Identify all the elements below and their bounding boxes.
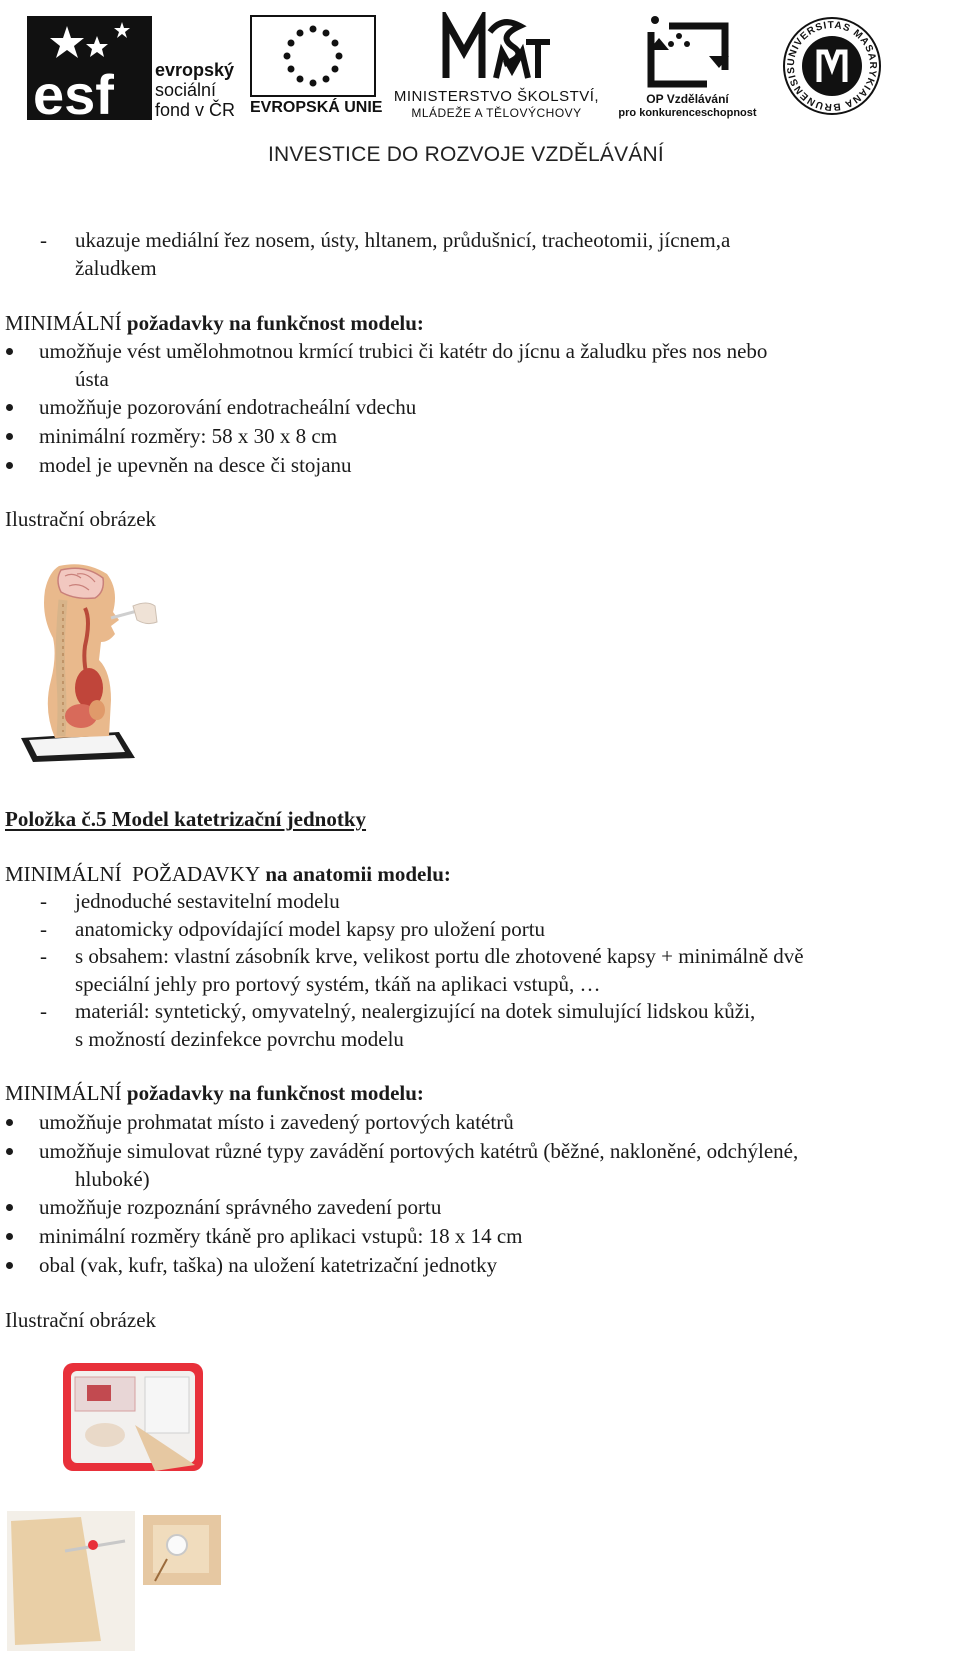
dash-marker: - bbox=[40, 944, 47, 968]
s1-bullet-item bbox=[0, 337, 960, 393]
s1-dash-line2: žaludkem bbox=[75, 256, 157, 280]
s1-func-heading bbox=[5, 309, 424, 337]
mu-ring-text: UNIVERSITAS MASARYKIANA BRUNENSIS bbox=[785, 19, 879, 113]
anatomy-model-icon bbox=[15, 560, 165, 770]
item5-dash-3-line1: s obsahem: vlastní zásobník krve, velikost portu dle zhotovené kapsy + minimálně dvě bbox=[75, 944, 804, 968]
msmt-logo bbox=[384, 12, 609, 122]
esf-line3: fond v ČR bbox=[155, 100, 236, 120]
s1-bullet-item bbox=[0, 393, 960, 421]
item5-dash-2: anatomicky odpovídající model kapsy pro uložení portu bbox=[75, 917, 546, 941]
op-logo bbox=[615, 14, 760, 122]
item5-anat-heading-prefix: MINIMÁLNÍ POŽADAVKY bbox=[5, 862, 261, 886]
item5-anat-heading bbox=[5, 860, 451, 888]
s1-bullet-4: model je upevněn na desce či stojanu bbox=[39, 453, 352, 477]
s1-illustration-label: Ilustrační obrázek bbox=[5, 507, 157, 531]
item5-dash-item bbox=[0, 887, 960, 915]
item5-dash-item bbox=[0, 915, 960, 943]
anatomy-model-image bbox=[15, 560, 165, 770]
op-line1: OP Vzdělávání bbox=[646, 92, 729, 106]
op-line2: pro konkurenceschopnost bbox=[618, 107, 757, 119]
bullet-marker bbox=[6, 404, 13, 411]
dash-marker: - bbox=[40, 999, 47, 1023]
s1-bullet-1-line2: ústa bbox=[75, 367, 109, 391]
mu-seal bbox=[782, 16, 882, 116]
s1-bullet-1-line1: umožňuje vést umělohmotnou krmící trubici či katétr do jícnu a žaludku přes nos nebo bbox=[39, 339, 768, 363]
item5-illustration-label: Ilustrační obrázek bbox=[5, 1308, 157, 1332]
msmt-line1: MINISTERSTVO ŠKOLSTVÍ, bbox=[393, 88, 600, 105]
item5-title: Položka č.5 Model katetrizační jednotky bbox=[5, 807, 367, 831]
esf-line2: sociální bbox=[155, 80, 217, 100]
bullet-marker bbox=[6, 348, 13, 355]
header-logos bbox=[0, 0, 960, 185]
bullet-marker bbox=[6, 1148, 13, 1155]
s1-bullet-2: umožňuje pozorování endotracheální vdechu bbox=[39, 395, 417, 419]
eu-flag-icon bbox=[250, 15, 376, 97]
s1-bullet-3: minimální rozměry: 58 x 30 x 8 cm bbox=[39, 424, 338, 448]
op-emblem-icon bbox=[643, 14, 733, 88]
esf-line1: evropský bbox=[155, 60, 235, 80]
bullet-marker bbox=[6, 1204, 13, 1211]
s1-bullet-item bbox=[0, 451, 960, 479]
item5-bullet-item bbox=[0, 1108, 960, 1136]
msmt-emblem-icon bbox=[442, 12, 552, 82]
catheter-kit-icon bbox=[5, 1355, 235, 1655]
dash-marker: - bbox=[40, 917, 47, 941]
eu-logo bbox=[250, 15, 383, 119]
s1-bullet-item bbox=[0, 422, 960, 450]
s1-func-heading-rest: požadavky na funkčnost modelu: bbox=[121, 311, 424, 335]
item5-dash-1: jednoduché sestavitelní modelu bbox=[75, 889, 340, 913]
item5-bullet-1: umožňuje prohmatat místo i zavedený portových katétrů bbox=[39, 1110, 514, 1134]
item5-bullet-item bbox=[0, 1222, 960, 1250]
item5-dash-4-line2: s možností dezinfekce povrchu modelu bbox=[75, 1027, 404, 1051]
bullet-marker bbox=[6, 462, 13, 469]
svg-text:esf: esf bbox=[33, 63, 114, 120]
item5-func-heading-prefix: MINIMÁLNÍ bbox=[5, 1081, 122, 1105]
bullet-marker bbox=[6, 1233, 13, 1240]
item5-bullet-item bbox=[0, 1137, 960, 1193]
item5-bullet-2-line1: umožňuje simulovat různé typy zavádění portových katétrů (běžné, nakloněné, odchýlené, bbox=[39, 1139, 799, 1163]
esf-emblem-icon bbox=[27, 16, 152, 120]
item5-anat-heading-rest: na anatomii modelu: bbox=[260, 862, 451, 886]
bullet-marker bbox=[6, 433, 13, 440]
item5-bullet-3: umožňuje rozpoznání správného zavedení portu bbox=[39, 1195, 442, 1219]
item5-dash-3-line2: speciální jehly pro portový systém, tkáň na aplikaci vstupů, … bbox=[75, 972, 601, 996]
esf-logo bbox=[27, 16, 242, 120]
tagline: INVESTICE DO ROZVOJE VZDĚLÁVÁNÍ bbox=[268, 143, 664, 166]
bullet-marker bbox=[6, 1119, 13, 1126]
s1-func-heading-prefix: MINIMÁLNÍ bbox=[5, 311, 122, 335]
item5-bullet-4: minimální rozměry tkáně pro aplikaci vstupů: 18 x 14 cm bbox=[39, 1224, 523, 1248]
eu-label: EVROPSKÁ UNIE bbox=[250, 99, 383, 116]
item5-func-heading-rest: požadavky na funkčnost modelu: bbox=[121, 1081, 424, 1105]
item5-dash-4-line1: materiál: syntetický, omyvatelný, nealergizující na dotek simulující lidskou kůži, bbox=[75, 999, 756, 1023]
s1-dash-line1: ukazuje mediální řez nosem, ústy, hltanem, průdušnicí, tracheotomii, jícnem,a bbox=[75, 228, 731, 252]
mu-seal-icon bbox=[782, 16, 882, 116]
item5-bullet-2-line2: hluboké) bbox=[75, 1167, 150, 1191]
item5-dash-item bbox=[0, 942, 960, 998]
msmt-line2: MLÁDEŽE A TĚLOVÝCHOVY bbox=[411, 106, 582, 120]
s1-dash-item bbox=[0, 226, 960, 282]
bullet-marker bbox=[6, 1262, 13, 1269]
item5-bullet-item bbox=[0, 1251, 960, 1279]
item5-func-heading bbox=[5, 1079, 424, 1107]
item5-bullet-item bbox=[0, 1193, 960, 1221]
dash-marker: - bbox=[40, 889, 47, 913]
catheter-kit-image bbox=[5, 1355, 235, 1655]
item5-dash-item bbox=[0, 997, 960, 1053]
item5-bullet-5: obal (vak, kufr, taška) na uložení katetrizační jednotky bbox=[39, 1253, 498, 1277]
dash-marker: - bbox=[40, 228, 47, 252]
